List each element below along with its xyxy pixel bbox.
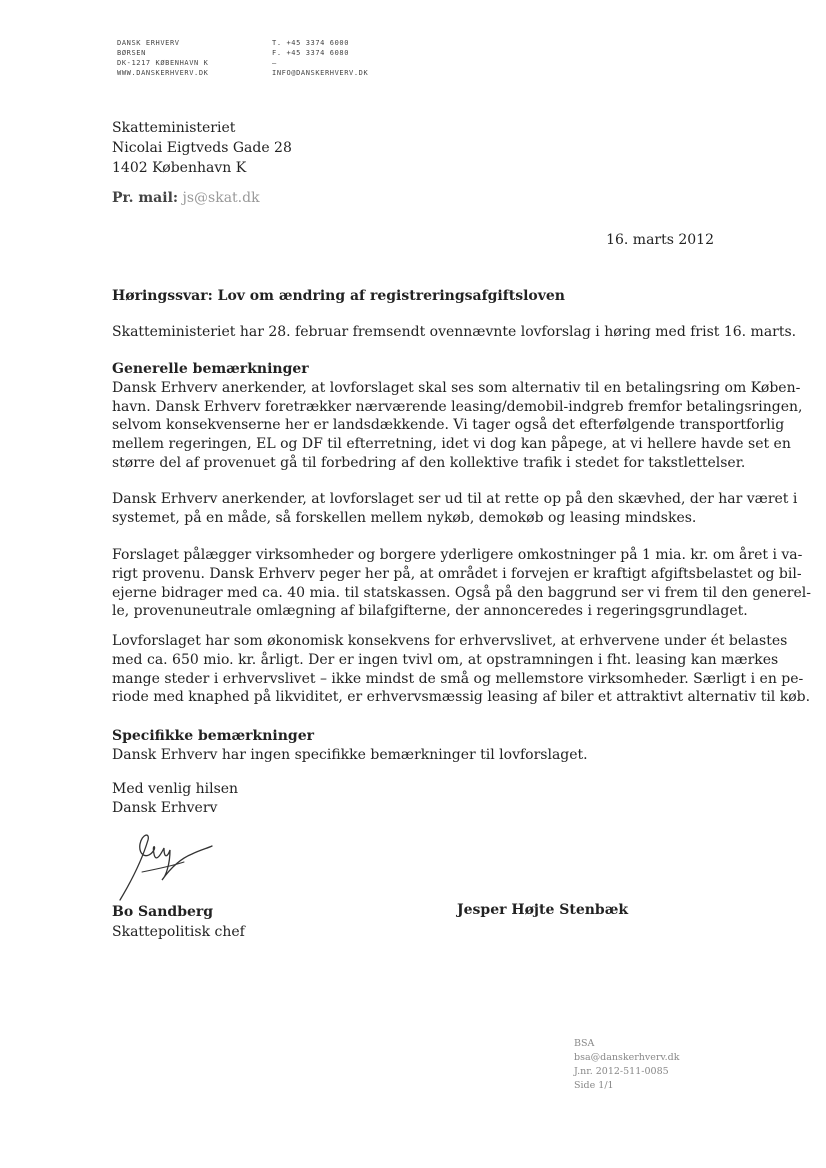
signer-jesper-stenbaek: Jesper Højte Stenbæk — [457, 902, 629, 918]
signer-bo-sandberg — [112, 902, 245, 942]
specific-remarks — [112, 727, 716, 765]
letterhead-line: BØRSEN — [117, 49, 146, 57]
signer-title: Skattepolitisk chef — [112, 924, 245, 940]
signer-name: Bo Sandberg — [112, 904, 214, 920]
footer-reference — [574, 1037, 680, 1093]
footer-line: bsa@danskerhverv.dk — [574, 1052, 680, 1063]
text-line: selvom konsekvenserne her er landsdækkende. Vi tager også det efterfølgende transportforlig — [112, 417, 785, 434]
letterhead-line: F. +45 3374 6080 — [272, 49, 350, 57]
text-line: med ca. 650 mio. kr. årligt. Der er ingen tvivl om, at opstramningen i fht. leasing kan mærkes — [112, 651, 779, 668]
text-line: mellem regeringen, EL og DF til efterretning, idet vi dog kan påpege, at vi hellere havde set en — [112, 436, 791, 453]
address-line: Nicolai Eigtveds Gade 28 — [112, 140, 292, 156]
closing — [112, 780, 238, 818]
footer-line: BSA — [574, 1038, 595, 1049]
handwritten-signature — [112, 830, 222, 902]
specific-heading: Specifikke bemærkninger — [112, 728, 314, 744]
letter-date: 16. marts 2012 — [606, 232, 714, 248]
intro-paragraph — [112, 323, 797, 342]
mail-line — [112, 190, 260, 206]
mail-label: Pr. mail: — [112, 190, 179, 206]
letterhead-line: WWW.DANSKERHVERV.DK — [117, 69, 209, 77]
general-heading: Generelle bemærkninger — [112, 361, 309, 377]
mail-value: js@skat.dk — [182, 190, 260, 206]
text-line: riode med knaphed på likviditet, er erhvervsmæssig leasing af biler et attraktivt alternativ til køb. — [112, 689, 811, 706]
general-remarks — [112, 360, 803, 473]
letterhead-left — [117, 38, 208, 78]
address-line: Skatteministeriet — [112, 120, 236, 136]
text-line: større del af provenuet gå til forbedring af den kollektive trafik i stedet for takstlettelser. — [112, 454, 746, 471]
text-line: havn. Dansk Erhverv foretrækker nærværende leasing/demobil-indgreb fremfor betalingsringen, — [112, 398, 803, 415]
paragraph-4 — [112, 546, 811, 621]
text-line: Forslaget pålægger virksomheder og borgere yderligere omkostninger på 1 mia. kr. om året i va- — [112, 547, 803, 563]
paragraph-5 — [112, 632, 811, 707]
footer-line: J.nr. 2012-511-0085 — [574, 1066, 669, 1077]
text-line: systemet, på en måde, så forskellen mellem nykøb, demokøb og leasing mindskes. — [112, 509, 697, 526]
text-line: Lovforslaget har som økonomisk konsekvens for erhvervslivet, at erhvervene under ét belastes — [112, 633, 788, 649]
text-line: rigt provenu. Dansk Erhverv peger her på, at området i forvejen er kraftigt afgiftsbelastet og bil- — [112, 565, 802, 582]
letterhead-line: DANSK ERHVERV — [117, 39, 180, 47]
paragraph-3 — [112, 490, 798, 528]
text-line: le, provenuneutrale omlægning af bilafgifterne, der annonceredes i regeringsgrundlaget. — [112, 603, 748, 620]
letterhead-line: INFO@DANSKERHVERV.DK — [272, 69, 369, 77]
recipient-address — [112, 118, 292, 178]
letterhead-line: DK-1217 KØBENHAVN K — [117, 59, 209, 67]
text-line: Dansk Erhverv har ingen specifikke bemærkninger til lovforslaget. — [112, 746, 588, 763]
text-line: Skatteministeriet har 28. februar fremsendt ovennævnte lovforslag i høring med frist 16. marts. — [112, 324, 797, 340]
text-line: Dansk Erhverv anerkender, at lovforslaget ser ud til at rette op på den skævhed, der har været i — [112, 491, 798, 507]
closing-line: Dansk Erhverv — [112, 800, 218, 816]
letterhead-right — [272, 38, 368, 78]
letterhead-line: – — [272, 59, 277, 67]
text-line: mange steder i erhvervslivet – ikke mindst de små og mellemstore virksomheder. Særligt i en pe- — [112, 670, 804, 687]
text-line: ejerne bidrager med ca. 40 mia. til statskassen. Også på den baggrund ser vi frem til den generel- — [112, 584, 811, 601]
subject-heading: Høringssvar: Lov om ændring af registreringsafgiftsloven — [112, 288, 565, 304]
address-line: 1402 København K — [112, 160, 247, 176]
closing-line: Med venlig hilsen — [112, 781, 239, 797]
letterhead-line: T. +45 3374 6000 — [272, 39, 350, 47]
text-line: Dansk Erhverv anerkender, at lovforslaget skal ses som alternativ til en betalingsring om Køben- — [112, 379, 801, 396]
footer-line: Side 1/1 — [574, 1080, 614, 1091]
